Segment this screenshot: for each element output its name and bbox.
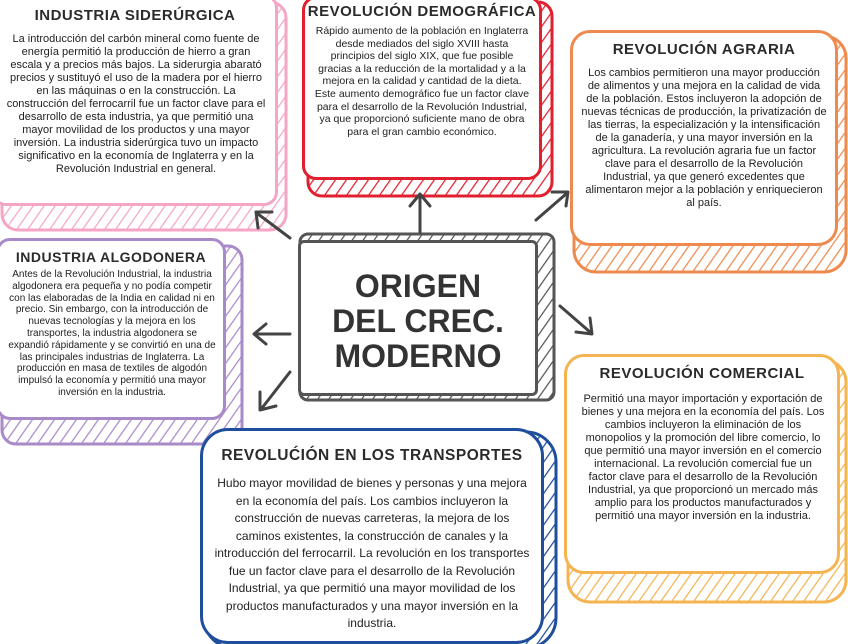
comercial-text: Permitió una mayor importación y exportación de bienes y una mejora en la economía del país. Los cambios incluyeron la eliminación de los monopolios y la promoción del libre comercio, lo que permitió una mayor inversión en el comercio internacional. La revolución comercial fue un factor clave para el desarrollo de la Revolución Industrial, ya que proporcionó un mercado más amplio para los productos manufacturados y permitió una mayor inversión en la industria. [581, 393, 825, 522]
agraria-title: REVOLUCIÓN AGRARIA [612, 41, 796, 58]
arrow-to-algodonera [254, 324, 290, 344]
transportes-title: REVOLUĆIÓN EN LOS TRANSPORTES [221, 447, 523, 464]
center-title-line2: DEL CREC. [332, 303, 504, 339]
siderurgica-box [0, 0, 278, 206]
transportes-text: Hubo mayor movilidad de bienes y personas y una mejora en la economía del país. Los cambios incluyeron la construcción de nuevas carreteras, la mejora de los caminos existentes, la construcción de canales y la introducción del ferrocarril. La revolución en los transportes fue un factor clave para el desarrollo de la Revolución Industrial, ya que permitió una mayor movilidad de los productos manufacturados y una mayor inversión en la industria. [214, 476, 530, 630]
center-box [298, 240, 538, 396]
agraria-box [570, 30, 838, 246]
center-title-line3: MODERNO [334, 338, 502, 374]
agraria-text: Los cambios permitieron una mayor producción de alimentos y una mejora en la calidad de vida de la población. Estos incluyeron la adopción de nuevas técnicas de producción, la privatización de las tierras, la especialización y la intensificación de la ganadería, y una mayor inversión en la agricultura. La revolución agraria fue un factor clave para el desarrollo de la Revolución Industrial, ya que generó excedentes que alimentaron mejor a la población y enriquecieron al país. [581, 67, 827, 209]
transportes-box [200, 428, 544, 644]
algodonera-title: INDUSTRIA ALGODONERA [15, 249, 207, 265]
demografica-box [302, 0, 542, 180]
center-title-line1: ORIGEN [354, 268, 482, 304]
arrow-to-comercial [560, 306, 592, 334]
demografica-text: Rápido aumento de la población en Inglaterra desde mediados del siglo XVIII hasta principios del siglo XIX, que fue posible gracias a la reducción de la mortalidad y a la mejora en la calidad y cantidad de la dieta. Este aumento demográfico fue un factor clave para el desarrollo de la Revolución Industrial, ya que proporcionó suficiente mano de obra para el gran cambio económico. [314, 25, 530, 138]
comercial-box [564, 354, 840, 574]
algodonera-box [0, 238, 226, 420]
demografica-title: REVOLUCIÓN DEMOGRÁFICA [307, 3, 537, 20]
siderurgica-title: INDUSTRIA SIDERÚRGICA [34, 7, 236, 24]
algodonera-text: Antes de la Revolución Industrial, la industria algodonera era pequeña y no podía competir con las elaboradas de la India en calidad ni en precio. Sin embargo, con la introducción de nuevas tecnologías y la mejora en los transportes, la industria algodonera se expandió rápidamente y se convirtió en una de las principales industrias de Inglaterra. La producción en masa de textiles de algodón impulsó la economía y permitió una mayor inversión en la industria. [8, 269, 216, 398]
siderurgica-text: La introducción del carbón mineral como fuente de energía permitió la producción de hierro a gran escala y a precios más bajos. La siderurgia abarató precios y sustituyó el uso de la madera por el hierro en las máquinas o en la construcción. La construcción del ferrocarril fue un factor clave para el desarrollo de esta industria, ya que permitió una mayor movilidad de los productos y una mayor inversión. La industria siderúrgica tuvo un impacto significativo en la economía de Inglaterra y en la Revolución Industrial en general. [6, 33, 266, 175]
comercial-title: REVOLUCIÓN COMERCIAL [599, 365, 805, 382]
arrow-to-transportes [260, 372, 290, 410]
